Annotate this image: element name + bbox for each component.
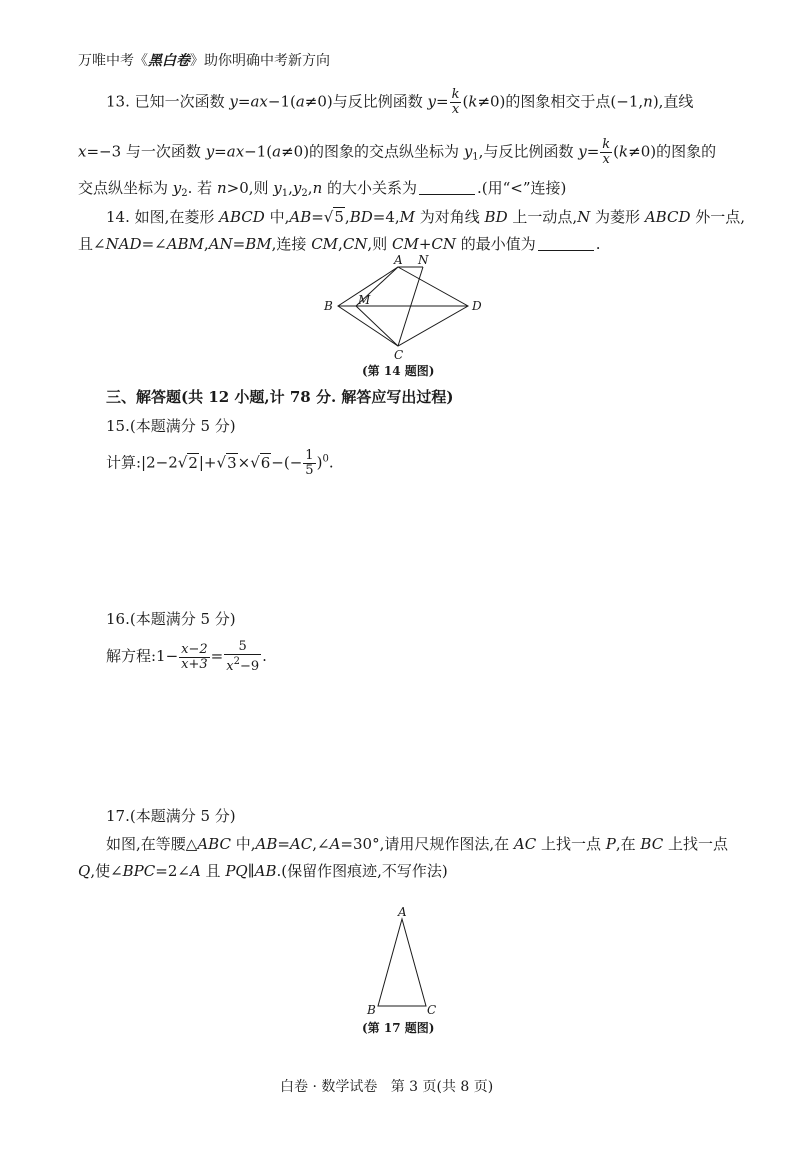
q13-line3: 交点纵坐标为 $y_2$. 若 n>0,则 $y_1,y_2,n$ 的大小关系为 .(用“<”连接): [78, 179, 567, 199]
label-b: B: [324, 299, 333, 313]
label-a: A: [394, 253, 403, 267]
answer-blank-13[interactable]: [419, 180, 475, 195]
fraction-one-fifth: $\frac{1}{5}$: [305, 448, 314, 478]
page-header: 万唯中考《黑白卷》助你明确中考新方向: [78, 53, 330, 69]
q15-expression: 计算:|2−2√2|+√3×√6−(− $\frac{1}{5}$ )$^0$.: [106, 448, 334, 478]
figure-14-caption: (第 14 题图): [362, 364, 435, 378]
label-a-17: A: [398, 905, 407, 919]
rhombus-figure: [320, 252, 490, 362]
q17-line1: 如图,在等腰△ABC 中,AB=AC,∠A=30°,请用尺规作图法,在 AC 上找一点 P,在 BC 上找一点: [106, 835, 728, 853]
triangle-figure: [360, 902, 440, 1018]
section-3-title: 三、解答题(共 12 小题,计 78 分. 解答应写出过程): [106, 388, 454, 406]
label-b-17: B: [367, 1003, 376, 1017]
label-c-17: C: [427, 1003, 437, 1017]
label-c: C: [394, 348, 404, 362]
fraction-k-over-x: $\frac{k}{x}$: [451, 87, 460, 117]
q16-title: 16.(本题满分 5 分): [106, 610, 236, 628]
page-footer: 白卷 · 数学试卷 第 3 页(共 8 页): [280, 1079, 494, 1095]
segment-cm: [356, 306, 398, 346]
q17-title: 17.(本题满分 5 分): [106, 807, 236, 825]
q13-line1: 13. 已知一次函数 y=ax−1(a≠0)与反比例函数 y= $\frac{k}{x}$ (k≠0)的图象相交于点(−1,n),直线: [106, 87, 694, 117]
q17-line2: Q,使∠BPC=2∠A 且 PQ∥AB.(保留作图痕迹,不写作法): [78, 862, 448, 880]
q13-line2: x=−3 与一次函数 y=ax−1(a≠0)的图象的交点纵坐标为 $y_1$,与反比例函数 y= $\frac{k}{x}$ (k≠0)的图象的: [78, 137, 717, 167]
label-d: D: [472, 299, 482, 313]
answer-blank-14[interactable]: [538, 236, 594, 251]
q14-line1: 14. 如图,在菱形 ABCD 中,AB=√5,BD=4,M 为对角线 BD 上一动点,N 为菱形 ABCD 外一点,: [106, 208, 746, 226]
triangle-abc: [378, 919, 426, 1006]
label-n: N: [418, 253, 429, 267]
figure-17-caption: (第 17 题图): [362, 1021, 435, 1035]
q16-equation: 解方程:1− $\frac{x-2}{x+3}$ = $\frac{5}{x^2-9}$ .: [106, 639, 267, 674]
q14-line2: 且∠NAD=∠ABM,AN=BM,连接 CM,CN,则 CM+CN 的最小值为 .: [78, 235, 601, 253]
fraction-right: $\frac{5}{x^2-9}$: [226, 639, 260, 674]
q15-title: 15.(本题满分 5 分): [106, 417, 236, 435]
label-m: M: [358, 293, 371, 307]
fraction-k-over-x-2: $\frac{k}{x}$: [602, 137, 611, 167]
fraction-left: $\frac{x-2}{x+3}$: [181, 641, 208, 672]
